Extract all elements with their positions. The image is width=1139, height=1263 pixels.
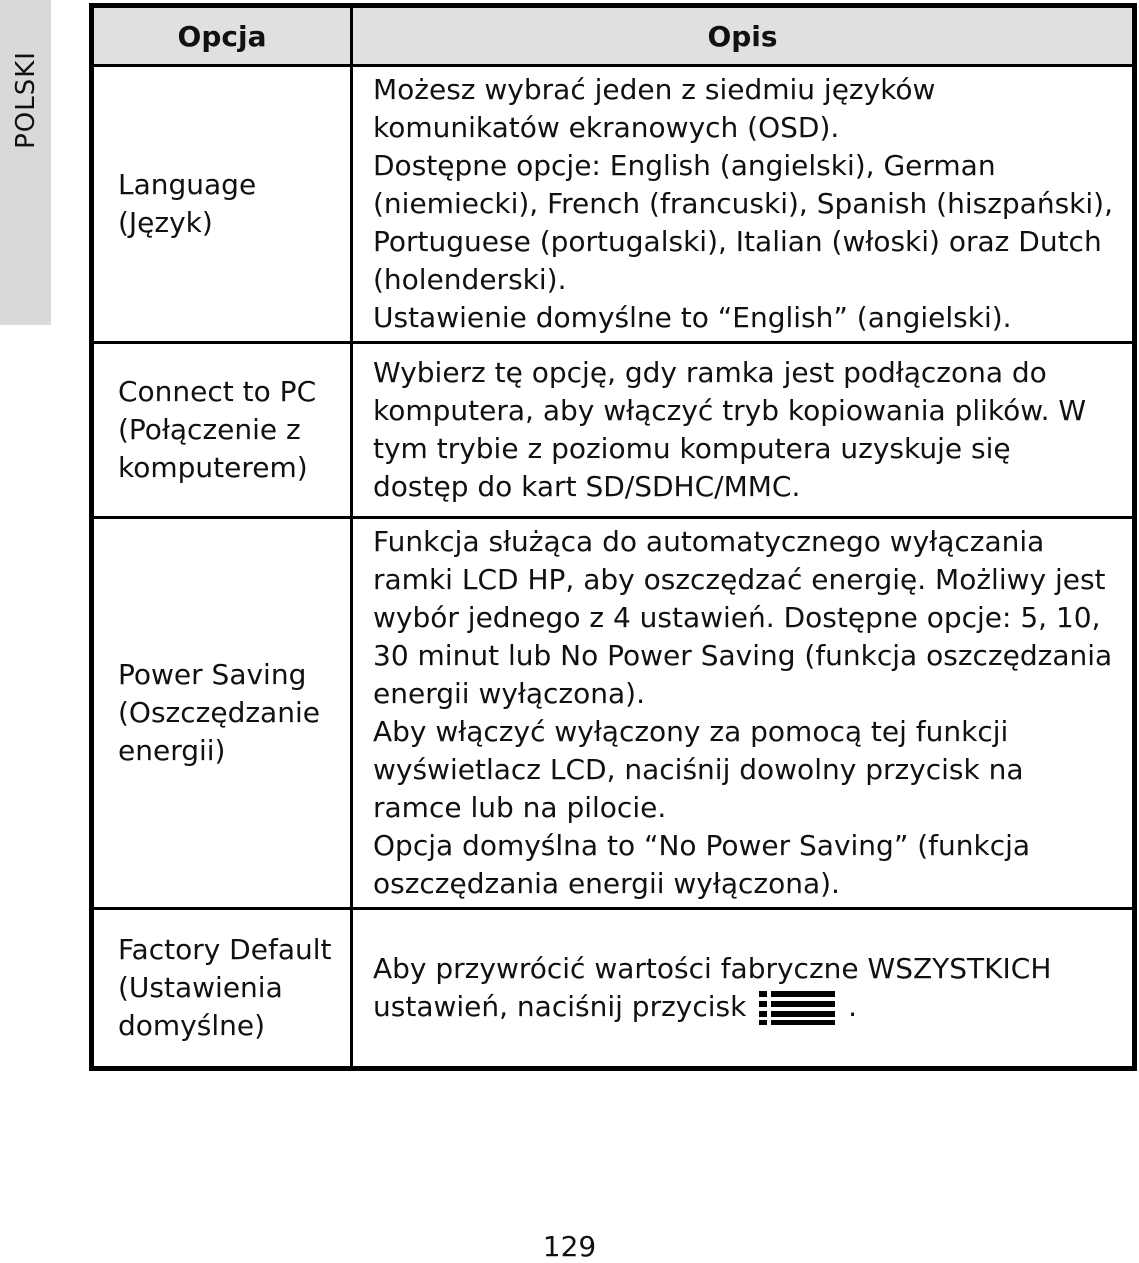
page-number: 129 — [542, 1230, 597, 1263]
description-paragraph: Wybierz tę opcję, gdy ramka jest podłączona do komputera, aby włączyć tryb kopiowania plików. W tym trybie z poziomu komputera uzyskuje się dostęp do kart SD/SDHC/MMC. — [373, 356, 1087, 503]
option-translation: (Ustawienia domyślne) — [118, 971, 283, 1042]
table-row-factory-default — [92, 909, 1135, 1069]
option-cell — [92, 66, 352, 343]
description-cell — [352, 909, 1135, 1069]
description-cell — [352, 66, 1135, 343]
description-paragraph: Ustawienie domyślne to “English” (angielski). — [373, 301, 1012, 334]
options-table — [89, 3, 1137, 1071]
side-tab-label: POLSKI — [11, 51, 41, 149]
option-translation: (Język) — [118, 206, 213, 239]
table-header-row — [92, 6, 1135, 66]
description-paragraph: Opcja domyślna to “No Power Saving” (funkcja oszczędzania energii wyłączona). — [373, 829, 1031, 900]
header-description: Opis — [352, 6, 1135, 66]
table-row-language — [92, 66, 1135, 343]
language-side-tab — [0, 0, 51, 325]
description-paragraph: Funkcja służąca do automatycznego wyłączania ramki LCD HP, aby oszczędzać energię. Możliwy jest wybór jednego z 4 ustawień. Dostępne opcje: 5, 10, 30 minut lub No Power Saving (funkcja oszczędzania energii wyłączona). — [373, 525, 1113, 710]
description-cell — [352, 518, 1135, 909]
option-cell — [92, 909, 352, 1069]
option-translation: (Oszczędzanie energii) — [118, 696, 320, 767]
option-name: Factory Default — [118, 933, 332, 966]
option-cell — [92, 518, 352, 909]
option-name: Power Saving — [118, 658, 307, 691]
description-paragraph: Aby włączyć wyłączony za pomocą tej funkcji wyświetlacz LCD, naciśnij dowolny przycisk na ramce lub na pilocie. — [373, 715, 1024, 824]
table-row-connect-to-pc — [92, 343, 1135, 518]
option-name: Connect to PC — [118, 375, 317, 408]
header-option: Opcja — [92, 6, 352, 66]
option-cell — [92, 343, 352, 518]
description-text-end: . — [848, 990, 858, 1023]
description-paragraph: Możesz wybrać jeden z siedmiu języków komunikatów ekranowych (OSD). — [373, 73, 936, 144]
description-paragraph: Dostępne opcje: English (angielski), German (niemiecki), French (francuski), Spanish (hiszpański), Portuguese (portugalski), Italian (włoski) oraz Dutch (holenderski). — [373, 149, 1113, 296]
description-cell — [352, 343, 1135, 518]
option-name: Language — [118, 168, 257, 201]
table-row-power-saving — [92, 518, 1135, 909]
menu-list-icon — [759, 990, 835, 1026]
option-translation: (Połączenie z komputerem) — [118, 413, 308, 484]
description-text: Aby przywrócić wartości fabryczne WSZYSTKICH ustawień, naciśnij przycisk — [373, 952, 1052, 1023]
